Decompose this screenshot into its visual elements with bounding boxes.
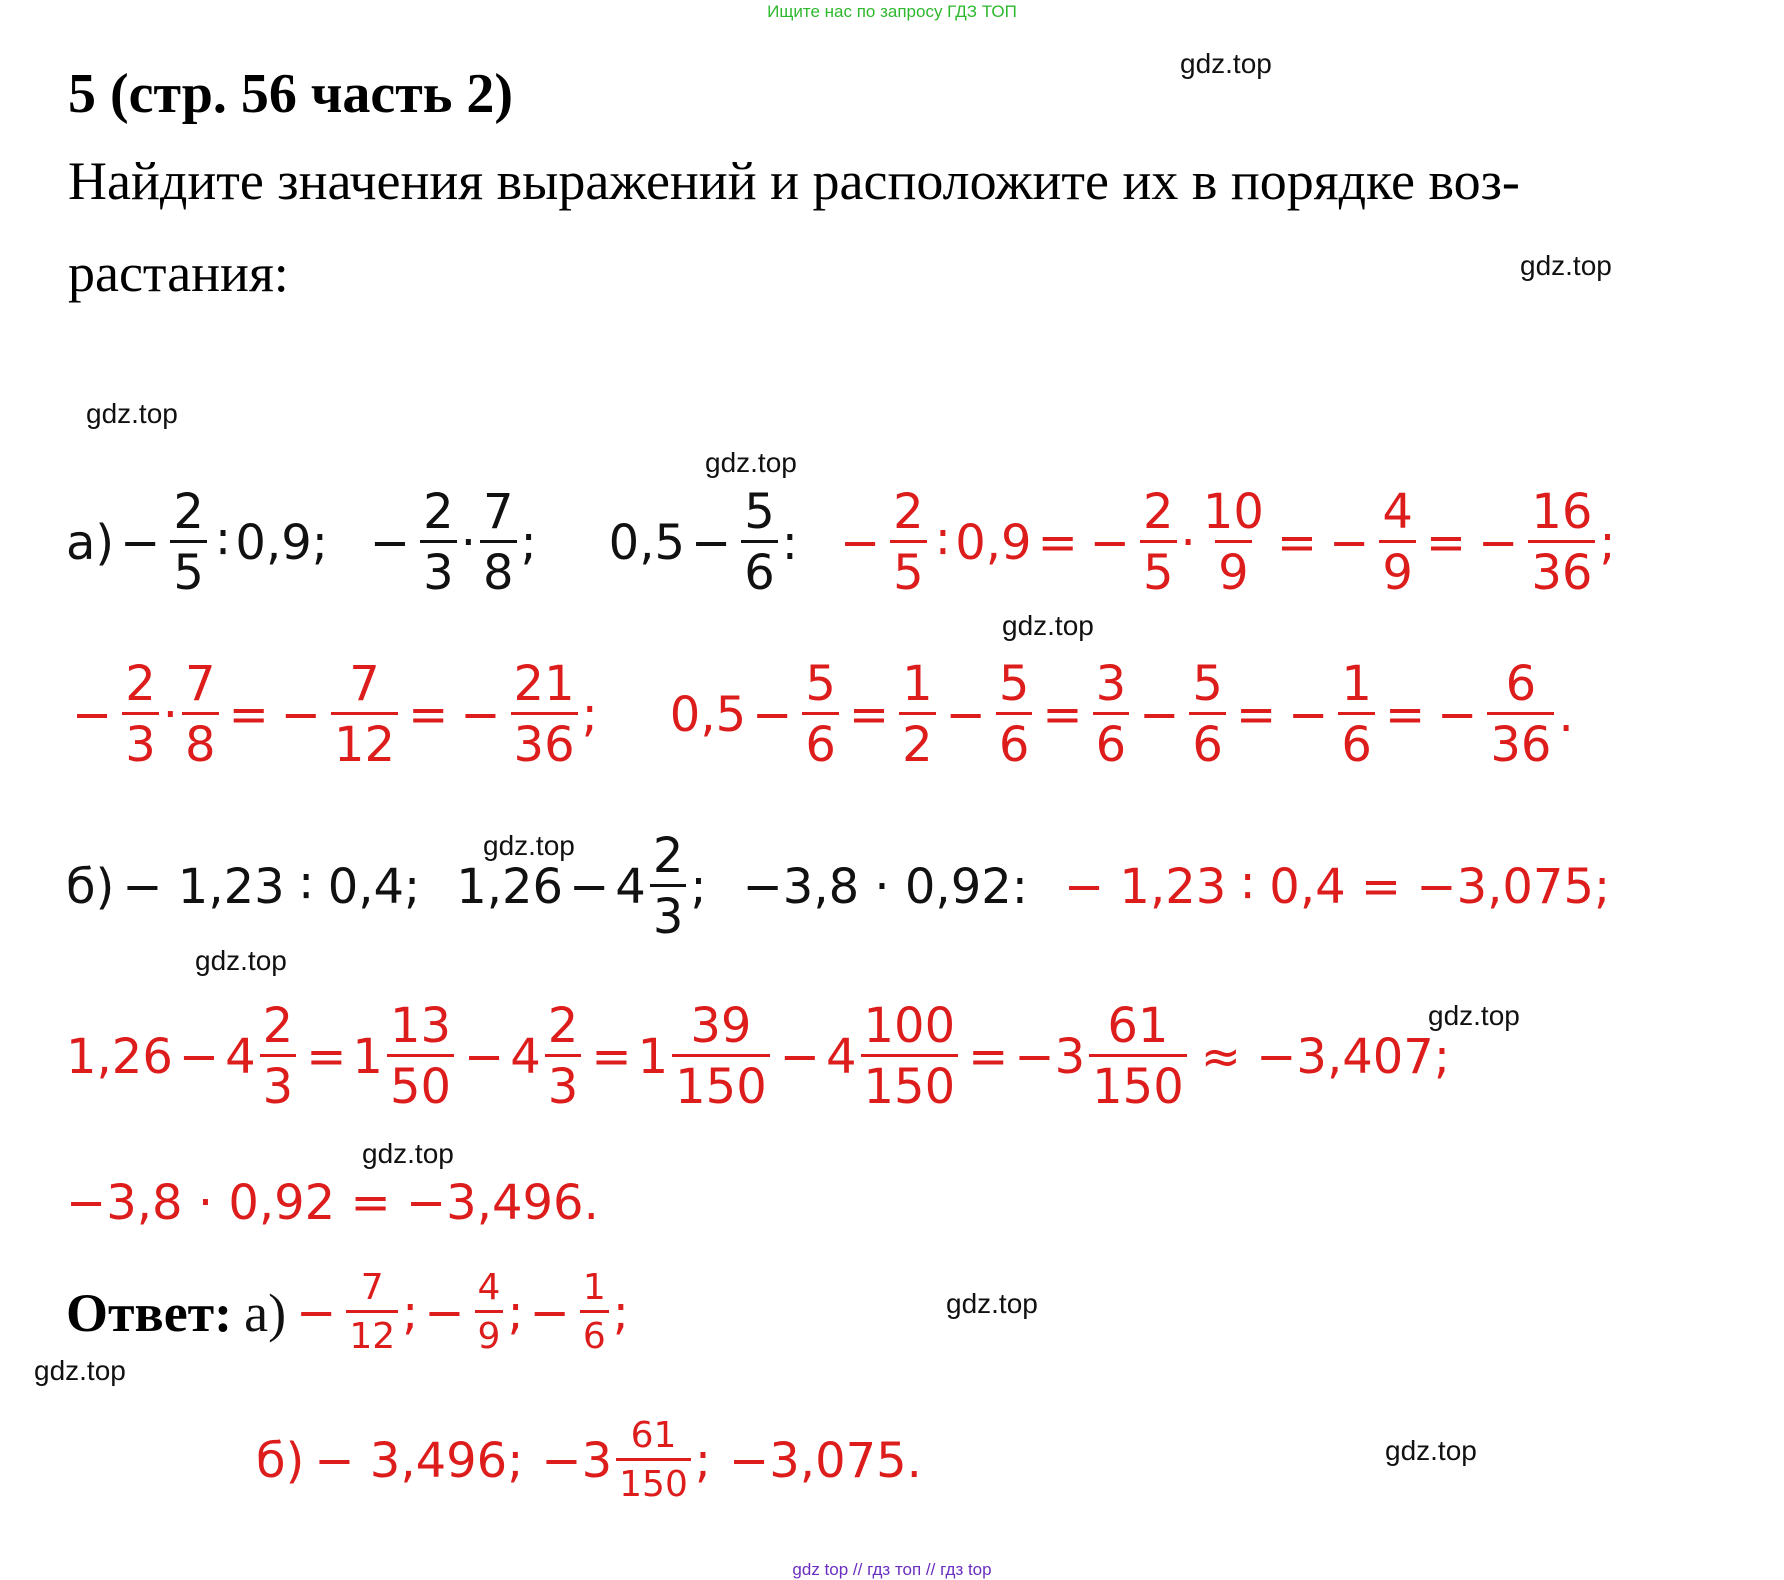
fraction [387,998,454,1115]
denominator: 3 [545,1054,582,1111]
division-sign: ∶ [936,514,950,571]
denominator: 6 [1093,712,1130,769]
part-b-line-1 [66,828,1611,945]
watermark: gdz.top [34,1355,126,1386]
denominator: 3 [420,540,457,597]
denominator: 36 [511,712,578,769]
top-banner: Ищите нас по запросу ГДЗ ТОП [767,2,1017,21]
watermark: gdz.top [1520,250,1612,281]
fraction [741,484,778,601]
equals-sign: = [1042,686,1083,743]
equals-sign: = [1235,686,1277,743]
numerator: 5 [744,484,775,540]
minus-sign: − [1437,686,1478,743]
whole-part: 1 [637,1028,669,1085]
minus-sign: − [529,1284,570,1341]
denominator: 9 [475,1310,504,1355]
numerator: 7 [349,656,380,712]
equals-sign: = [1384,686,1426,743]
fraction [1089,998,1187,1115]
semicolon: ; [581,686,598,743]
minus-sign: − [296,1284,337,1341]
part-a-line-1 [66,484,1616,601]
numerator: 5 [805,656,836,712]
numerator: 61 [630,1415,677,1456]
denominator: 150 [616,1458,691,1503]
whole-part: 4 [615,858,646,915]
numerator: 6 [1505,656,1537,712]
minus-sign: − [280,686,322,743]
semicolon: ; [402,1284,419,1341]
denominator: 9 [1215,540,1252,597]
numerator: 4 [477,1267,501,1308]
fraction [861,998,959,1115]
semicolon: ; [690,858,707,915]
denominator: 3 [650,884,687,941]
equals-sign: = [848,686,890,743]
equals-sign: = [1037,514,1078,571]
denominator: 8 [182,712,219,769]
denominator: 50 [387,1054,454,1111]
denominator: 5 [1140,540,1177,597]
watermark: gdz.top [705,447,797,478]
expression: − 1,23 ∶ 0,4 = −3,075; [1063,858,1611,915]
multiply-dot: · [162,686,179,743]
denominator: 36 [1487,712,1554,769]
minus-sign: − [72,686,113,743]
watermark: gdz.top [946,1288,1038,1319]
minus-sign: − [1478,514,1519,571]
denominator: 5 [170,540,207,597]
numerator: 7 [360,1267,384,1308]
minus-sign: − [1288,686,1329,743]
whole-part: 4 [510,1028,541,1085]
fraction [890,484,927,601]
fraction [260,998,297,1115]
minus-sign: − [691,514,732,571]
numerator: 61 [1107,998,1169,1054]
denominator: 6 [741,540,778,597]
semicolon: ; [520,514,537,571]
denominator: 8 [480,540,517,597]
numerator: 7 [185,656,216,712]
minus-sign: − [424,1284,465,1341]
watermark: gdz.top [195,945,287,976]
watermark: gdz.top [362,1138,454,1169]
number: 1,26 [456,858,564,915]
semicolon: ; [311,514,328,571]
watermark: gdz.top [1385,1435,1477,1466]
answer-b-line [256,1415,922,1505]
whole-part: 4 [825,1028,857,1085]
numerator: 5 [1192,656,1223,712]
fraction [1200,484,1267,601]
numerator: 2 [423,484,454,540]
number: 0,9 [955,514,1032,571]
equals-sign: = [1425,514,1467,571]
fraction [545,998,582,1115]
equals-sign: = [591,1028,632,1085]
numerator: 4 [1382,484,1413,540]
equals-sign: = [228,686,269,743]
expression: ≈ −3,407; [1200,1028,1451,1085]
numerator: 7 [482,484,514,540]
fraction [122,656,159,773]
semicolon: ; [1599,514,1616,571]
minus-sign: − [460,686,501,743]
minus-sign: − [1139,686,1180,743]
numerator: 1 [1341,656,1372,712]
number: 0,5 [669,686,747,743]
minus-sign: − [120,514,161,571]
denominator: 9 [1379,540,1416,597]
watermark: gdz.top [1002,610,1094,641]
numerator: 1 [902,656,933,712]
minus-sign: − [839,514,881,571]
fraction [1338,656,1375,773]
part-b-label: б) [256,1432,305,1489]
numerator: 39 [690,998,752,1054]
whole-part: 4 [225,1028,256,1085]
denominator: 150 [861,1054,959,1111]
denominator: 12 [346,1310,398,1355]
numerator: 2 [893,484,924,540]
minus-sign: − [569,858,610,915]
fraction [170,484,207,601]
denominator: 6 [1189,712,1226,769]
expression: −3,8 · 0,92: [742,858,1028,915]
answer-value: −3 [541,1432,613,1489]
multiply-dot: · [460,514,476,571]
fraction [580,1267,609,1357]
number: 1,26 [66,1028,173,1085]
number: 0,9 [235,514,312,571]
multiply-dot: · [1180,514,1196,571]
semicolon: ; [612,1284,629,1341]
denominator: 6 [580,1310,609,1355]
minus-sign: − [1329,514,1370,571]
numerator: 2 [173,484,204,540]
fraction [1487,656,1554,773]
expression: −3,8 · 0,92 = −3,496. [66,1175,599,1231]
expression: − 1,23 ∶ 0,4; [122,858,421,915]
part-a-line-2 [66,656,1574,773]
numerator: 16 [1531,484,1593,540]
numerator: 13 [389,998,452,1054]
denominator: 150 [672,1054,770,1111]
minus-sign: − [464,1028,505,1085]
fraction [511,656,578,773]
denominator: 6 [1338,712,1375,769]
numerator: 21 [513,656,575,712]
equals-sign: = [306,1028,347,1085]
fraction [996,656,1033,773]
answer-value: −3,075. [729,1432,922,1489]
fraction [475,1267,504,1357]
minus-sign: − [1089,514,1130,571]
fraction [1140,484,1177,601]
equals-sign: = [968,1028,1009,1085]
division-sign: ∶ [216,514,230,571]
numerator: 100 [863,998,956,1054]
equals-sign: = [1276,514,1318,571]
fraction [331,656,398,773]
answer-value: − 3,496; [314,1432,524,1489]
fraction [899,656,936,773]
minus-sign: − [1014,1028,1055,1085]
minus-sign: − [779,1028,820,1085]
fraction [1189,656,1226,773]
denominator: 150 [1089,1054,1187,1111]
denominator: 6 [802,712,839,769]
part-b-line-2 [66,998,1451,1115]
fraction [672,998,770,1115]
task-text-line-2: растания: [68,243,289,303]
minus-sign: − [369,514,411,571]
semicolon: ; [507,1284,524,1341]
answer-a-line [66,1267,629,1357]
denominator: 36 [1528,540,1595,597]
minus-sign: − [178,1028,220,1085]
number: 0,5 [608,514,686,571]
minus-sign: − [752,686,793,743]
answer-label: Ответ: [66,1282,233,1343]
watermark: gdz.top [86,398,178,429]
fraction [1093,656,1130,773]
fraction [1528,484,1595,601]
denominator: 5 [890,540,927,597]
numerator: 2 [262,998,294,1054]
fraction [182,656,219,773]
numerator: 2 [125,656,156,712]
numerator: 3 [1095,656,1127,712]
semicolon: ; [694,1432,712,1489]
numerator: 2 [1143,484,1174,540]
numerator: 2 [547,998,579,1054]
fraction [1379,484,1416,601]
fraction [480,484,517,601]
watermark: gdz.top [1428,1000,1520,1031]
numerator: 1 [582,1267,606,1308]
part-b-line-3 [66,1175,599,1231]
denominator: 6 [996,712,1033,769]
fraction [616,1415,691,1505]
numerator: 2 [652,828,684,884]
fraction [802,656,839,773]
part-b-label: б) [66,858,115,915]
watermark: gdz.top [1180,48,1272,79]
part-a-label: а) [244,1282,287,1343]
numerator: 10 [1202,484,1264,540]
numerator: 5 [998,656,1030,712]
whole-part: 3 [1054,1028,1086,1085]
footer-links: gdz top // гдз топ // гдз top [792,1560,992,1579]
denominator: 3 [260,1054,297,1111]
denominator: 3 [122,712,159,769]
minus-sign: − [945,686,986,743]
exercise-title: 5 (стр. 56 часть 2) [68,63,514,125]
denominator: 2 [899,712,936,769]
fraction [650,828,687,945]
watermark: gdz.top [483,830,575,861]
task-text-line-1: Найдите значения выражений и расположите их в порядке воз- [68,151,1520,211]
period: . [1558,686,1574,743]
denominator: 12 [331,712,398,769]
fraction [420,484,457,601]
part-a-label: а) [66,514,115,571]
fraction [346,1267,398,1357]
equals-sign: = [408,686,449,743]
whole-part: 1 [352,1028,383,1085]
colon: : [781,514,798,571]
